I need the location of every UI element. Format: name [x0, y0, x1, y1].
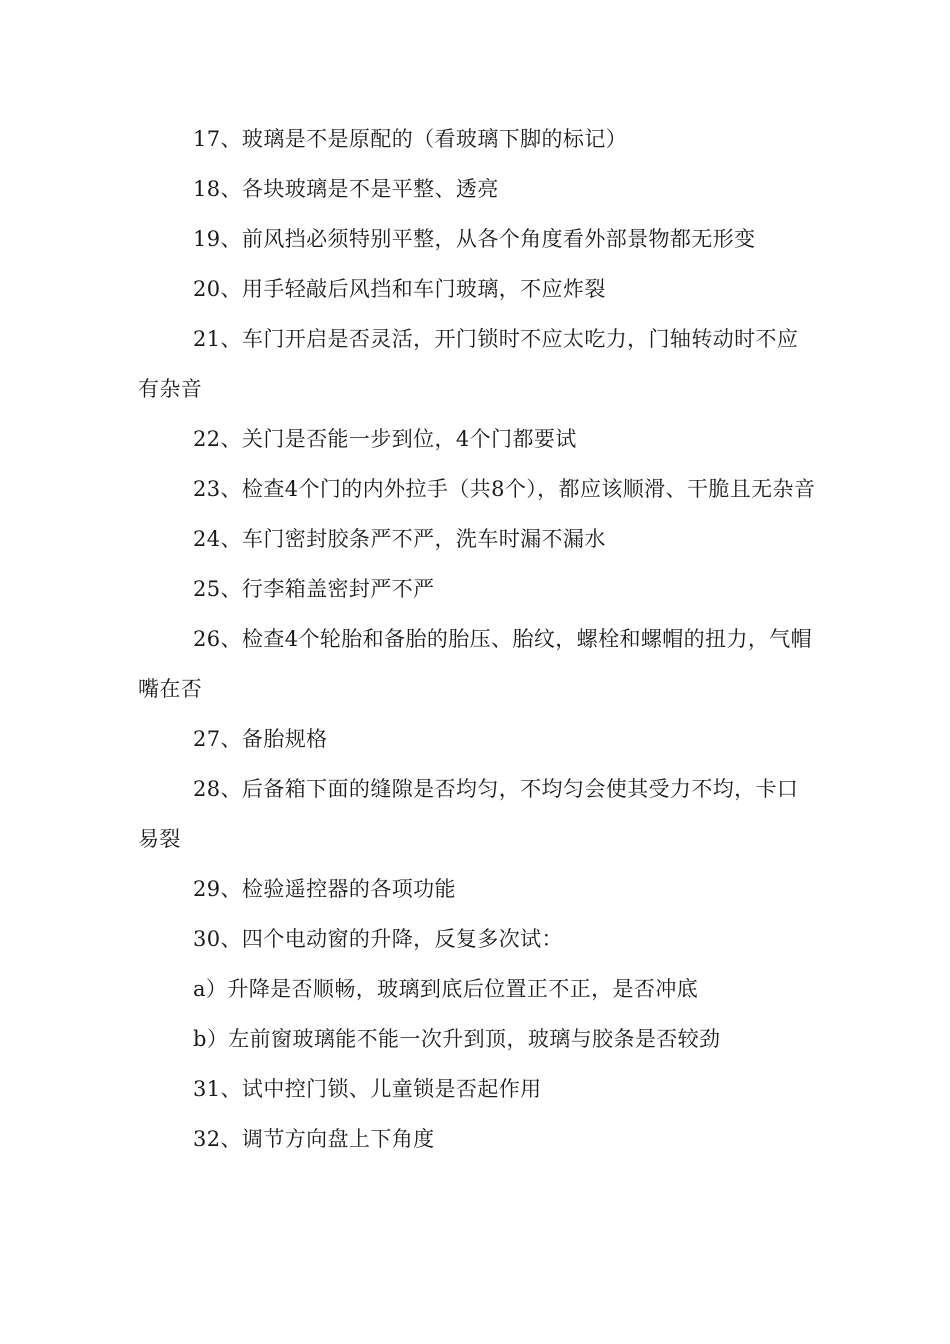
paragraph-28: 28、后备箱下面的缝隙是否均匀，不均匀会使其受力不均，卡口易裂: [138, 777, 799, 851]
paragraph-31: 31、试中控门锁、儿童锁是否起作用: [193, 1077, 542, 1101]
document-body: [138, 114, 818, 1164]
paragraph-18: 18、各块玻璃是不是平整、透亮: [193, 177, 499, 201]
paragraph-27: 27、备胎规格: [193, 727, 328, 751]
paragraph-24: 24、车门密封胶条严不严，洗车时漏不漏水: [193, 527, 606, 551]
paragraph-21: 21、车门开启是否灵活，开门锁时不应太吃力，门轴转动时不应有杂音: [138, 327, 799, 401]
paragraph-30a: a）升降是否顺畅，玻璃到底后位置正不正，是否冲底: [193, 977, 699, 1001]
paragraph-32: 32、调节方向盘上下角度: [193, 1127, 435, 1151]
paragraph-17: 17、玻璃是不是原配的（看玻璃下脚的标记）: [193, 127, 628, 151]
paragraph-26: 26、检查4个轮胎和备胎的胎压、胎纹，螺栓和螺帽的扭力，气帽嘴在否: [138, 627, 813, 701]
paragraph-19: 19、前风挡必须特别平整，从各个角度看外部景物都无形变: [193, 227, 756, 251]
paragraph-25: 25、行李箱盖密封严不严: [193, 577, 435, 601]
paragraph-20: 20、用手轻敲后风挡和车门玻璃，不应炸裂: [193, 277, 606, 301]
paragraph-30: 30、四个电动窗的升降，反复多次试：: [193, 927, 563, 951]
paragraph-22: 22、关门是否能一步到位，4个门都要试: [193, 427, 577, 451]
paragraph-29: 29、检验遥控器的各项功能: [193, 877, 456, 901]
paragraph-30b: b）左前窗玻璃能不能一次升到顶，玻璃与胶条是否较劲: [193, 1027, 721, 1051]
paragraph-23: 23、检查4个门的内外拉手（共8个），都应该顺滑、干脆且无杂音: [193, 477, 816, 501]
